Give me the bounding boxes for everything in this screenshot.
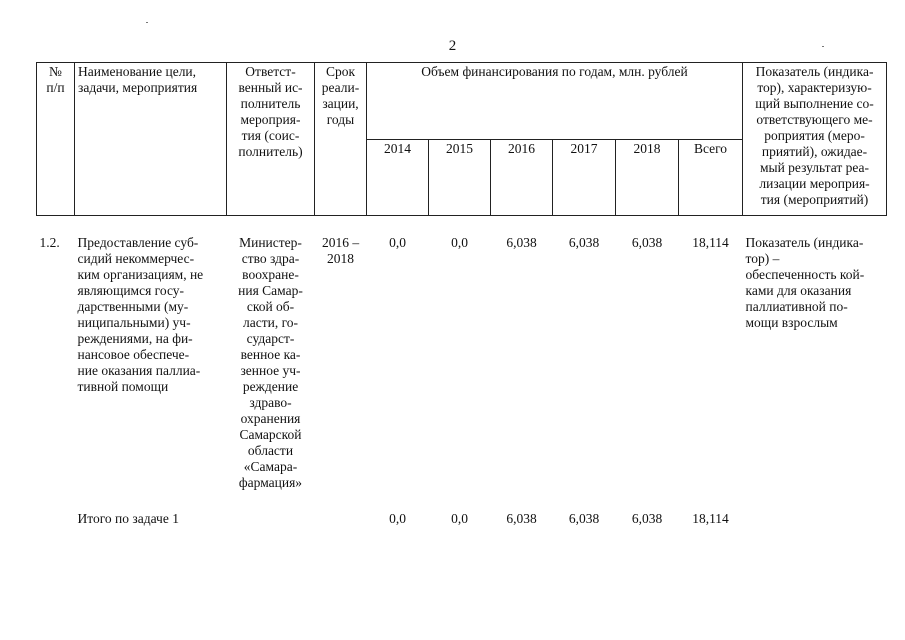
header-funding: Объем финансирования по годам, млн. рублей xyxy=(367,63,743,140)
header-year-total: Всего xyxy=(679,139,743,216)
row-value-2017: 6,038 xyxy=(568,235,600,250)
total-row xyxy=(37,510,887,528)
row-value-total: 18,114 xyxy=(692,235,729,250)
total-label: Итого по задаче 1 xyxy=(77,511,179,526)
total-responsible-empty xyxy=(227,510,315,528)
header-year-2014: 2014 xyxy=(367,139,429,216)
spacer-row xyxy=(37,216,887,235)
total-num-empty xyxy=(37,510,75,528)
row-term: 2016 – 2018 xyxy=(321,235,360,266)
row-indicator: Показатель (индика- тор) – обеспеченность кой- ками для оказания паллиативной по- мощи взрослым xyxy=(745,235,865,330)
total-value-2018: 6,038 xyxy=(631,511,663,526)
row-name: Предоставление суб- сидий некоммерчес- ким организациям, не являющимся госу- дарственными (му- ниципальными) уч- реждениями, на фи- нансовое обеспече- ние оказания паллиа- тивной помощи xyxy=(77,235,204,394)
scan-speck xyxy=(146,22,148,23)
total-value-2015: 0,0 xyxy=(451,511,468,526)
total-value-2014: 0,0 xyxy=(389,511,406,526)
scan-speck xyxy=(822,46,824,47)
header-year-2016: 2016 xyxy=(491,139,553,216)
header-num: № п/п xyxy=(37,63,75,216)
spacer-row xyxy=(37,492,887,510)
header-year-2018: 2018 xyxy=(616,139,679,216)
header-name: Наименование цели, задачи, мероприятия xyxy=(75,63,227,216)
total-value-2016: 6,038 xyxy=(506,511,537,526)
table-row xyxy=(37,234,887,492)
row-responsible: Министер- ство здра- воохране- ния Самар- ской об- ласти, го- сударст- венное ка- зенное уч- реждение здраво- охранения Самарской области «Самара- фармация» xyxy=(238,235,303,490)
row-value-2016: 6,038 xyxy=(506,235,537,250)
total-indicator-empty xyxy=(743,510,887,528)
header-indicator: Показатель (индика- тор), характеризую- щий выполнение со- ответствующего ме- роприятия (меро- приятий), ожидае- мый результат реа- лизации мероприя- тия (мероприятий) xyxy=(743,63,887,216)
header-year-2017: 2017 xyxy=(553,139,616,216)
row-num: 1.2. xyxy=(39,235,60,250)
row-value-2014: 0,0 xyxy=(389,235,406,250)
row-value-2015: 0,0 xyxy=(451,235,468,250)
total-value-total: 18,114 xyxy=(692,511,729,526)
page-number: 2 xyxy=(448,38,457,54)
total-term-empty xyxy=(315,510,367,528)
financing-table xyxy=(36,62,887,528)
header-row-1 xyxy=(37,63,887,140)
header-responsible: Ответст- венный ис- полнитель мероприя- тия (соис- полнитель) xyxy=(227,63,315,216)
row-value-2018: 6,038 xyxy=(631,235,663,250)
header-term: Срок реали- зации, годы xyxy=(315,63,367,216)
header-year-2015: 2015 xyxy=(429,139,491,216)
total-value-2017: 6,038 xyxy=(568,511,600,526)
